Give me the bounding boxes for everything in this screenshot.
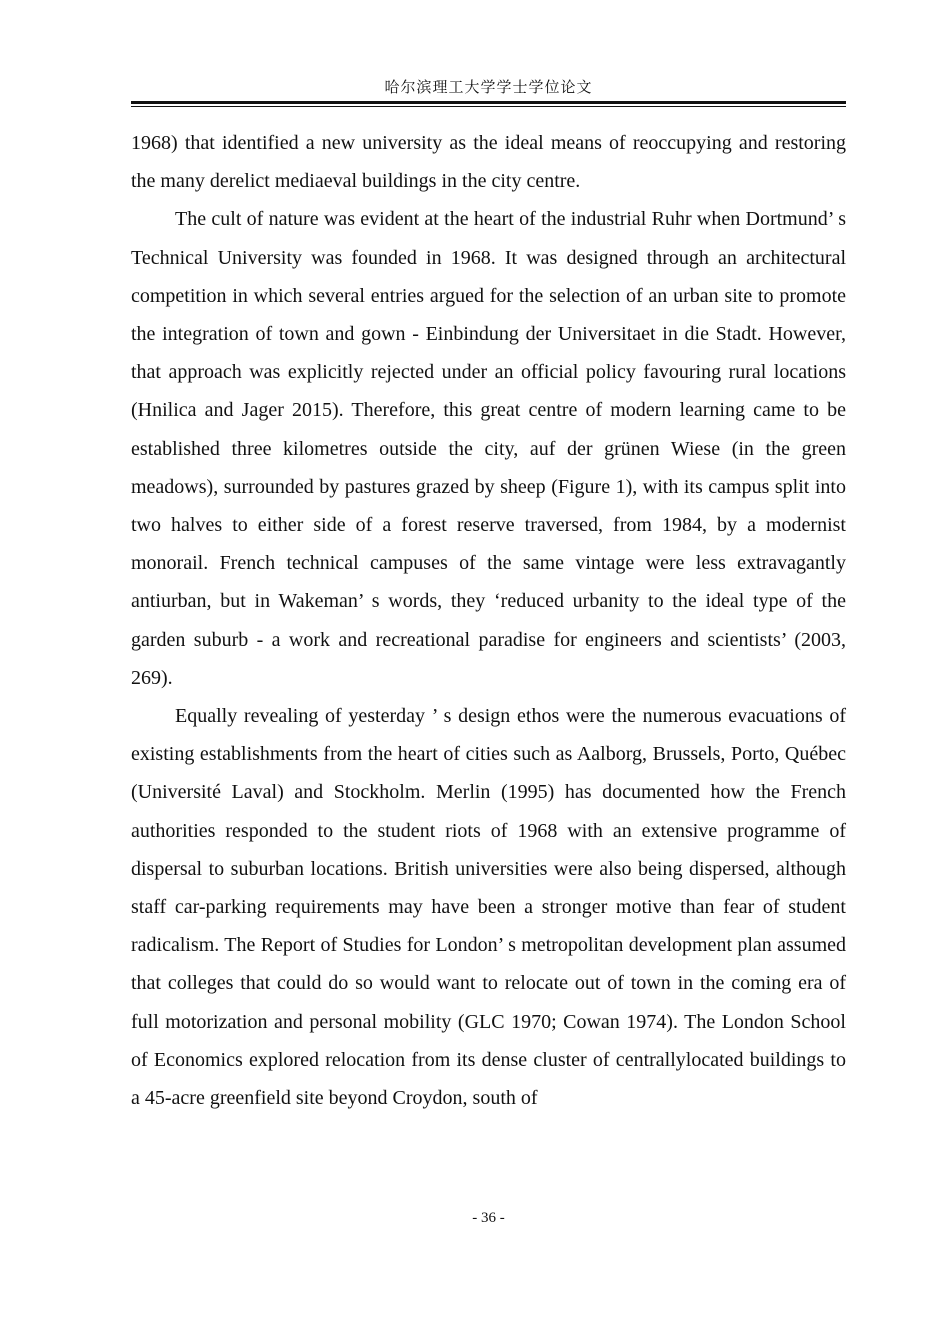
body-text — [131, 124, 846, 1117]
running-header: 哈尔滨理工大学学士学位论文 — [384, 80, 593, 96]
paragraph-evacuations: Equally revealing of yesterday ’ s design ethos were the numerous evacuations of existing establishments from the heart of cities such as Aalborg, Brussels, Porto, Québec (Université Laval) and Stockholm. Merlin (1995) has documented how the French authorities responded to the student riots of 1968 with an extensive programme of dispersal to suburban locations. British universities were also being dispersed, although staff car-parking requirements may have been a stronger motive than fear of student radicalism. The Report of Studies for London’ s metropolitan development plan assumed that colleges that could do so would want to relocate out of town in the coming era of full motorization and personal mobility (GLC 1970; Cowan 1974). The London School of Economics explored relocation from its dense cluster of centrallylocated buildings to a 45-acre greenfield site beyond Croydon, south of — [131, 705, 846, 1110]
header-rule-thin — [131, 106, 846, 107]
paragraph-dortmund: The cult of nature was evident at the heart of the industrial Ruhr when Dortmund’ s Technical University was founded in 1968. It was designed through an architectural competition in which several entries argued for the selection of an urban site to promote the integration of town and gown - Einbindung der Universitaet in die Stadt. However, that approach was explicitly rejected under an official policy favouring rural locations (Hnilica and Jager 2015). Therefore, this great centre of modern learning came to be established three kilometres outside the city, auf der grünen Wiese (in the green meadows), surrounded by pastures grazed by sheep (Figure 1), with its campus split into two halves to either side of a forest reserve traversed, from 1984, by a modernist monorail. French technical campuses of the same vintage were less extravagantly antiurban, but in Wakeman’ s words, they ‘reduced urbanity to the ideal type of the garden suburb - a work and recreational paradise for engineers and scientists’ (2003, 269). — [131, 208, 846, 689]
header-rule-thick — [131, 101, 846, 104]
paragraph-continuation: 1968) that identified a new university as the ideal means of reoccupying and restoring the many derelict mediaeval buildings in the city centre. — [131, 132, 846, 193]
page-number: - 36 - — [472, 1210, 505, 1226]
